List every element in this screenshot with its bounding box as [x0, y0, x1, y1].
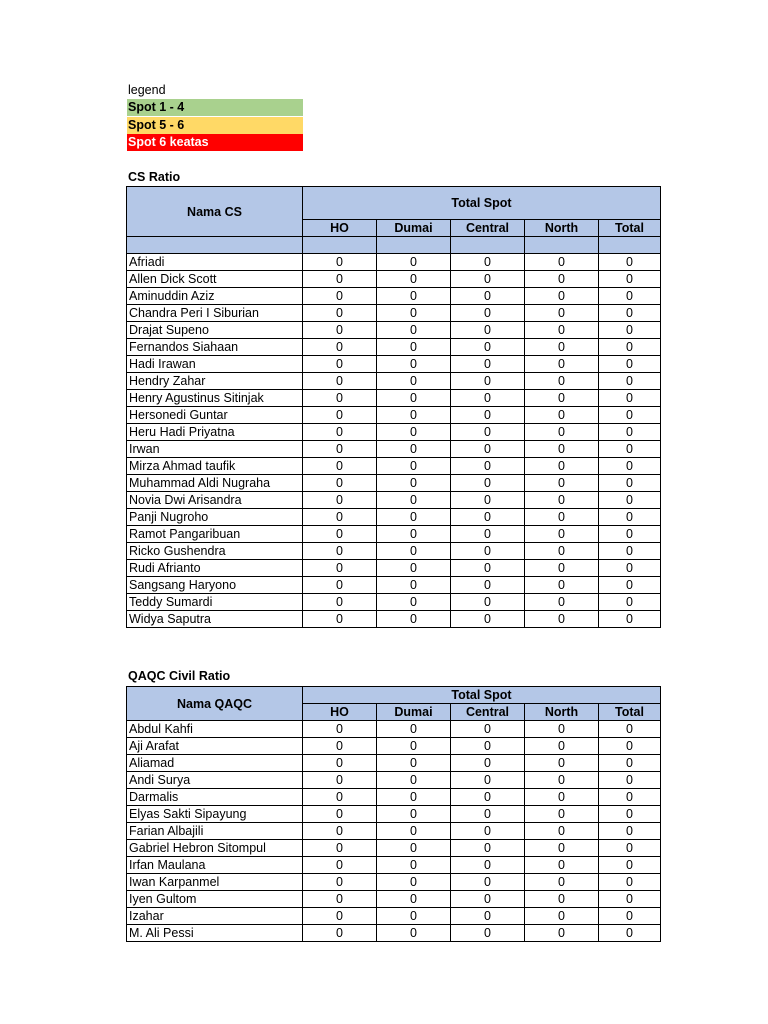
spot-count-cell: 0	[377, 738, 451, 755]
person-name-cell: Widya Saputra	[127, 611, 303, 628]
cs-col-central: Central	[451, 220, 525, 237]
spot-count-cell: 0	[525, 254, 599, 271]
spot-count-cell: 0	[525, 390, 599, 407]
spot-count-cell: 0	[525, 373, 599, 390]
spot-count-cell: 0	[451, 526, 525, 543]
spot-count-cell: 0	[303, 458, 377, 475]
spot-count-cell: 0	[525, 721, 599, 738]
person-name-cell: Sangsang Haryono	[127, 577, 303, 594]
person-name-cell: Hadi Irawan	[127, 356, 303, 373]
spot-count-cell: 0	[525, 288, 599, 305]
spot-count-cell: 0	[525, 424, 599, 441]
spot-count-cell: 0	[599, 407, 661, 424]
spot-count-cell: 0	[303, 441, 377, 458]
spot-count-cell: 0	[525, 611, 599, 628]
spot-count-cell: 0	[451, 475, 525, 492]
spot-count-cell: 0	[303, 526, 377, 543]
spot-count-cell: 0	[303, 322, 377, 339]
spot-count-cell: 0	[525, 305, 599, 322]
spot-count-cell: 0	[377, 560, 451, 577]
spot-count-cell: 0	[303, 577, 377, 594]
person-name-cell: Teddy Sumardi	[127, 594, 303, 611]
spot-count-cell: 0	[377, 373, 451, 390]
spot-count-cell: 0	[525, 755, 599, 772]
table-row	[127, 806, 661, 823]
qaqc-col-dumai: Dumai	[377, 704, 451, 721]
spot-count-cell: 0	[525, 543, 599, 560]
table-row	[127, 560, 661, 577]
spot-count-cell: 0	[377, 908, 451, 925]
table-row	[127, 543, 661, 560]
table-row	[127, 526, 661, 543]
person-name-cell: Farian Albajili	[127, 823, 303, 840]
person-name-cell: Rudi Afrianto	[127, 560, 303, 577]
spot-count-cell: 0	[599, 492, 661, 509]
table-row	[127, 305, 661, 322]
spot-count-cell: 0	[377, 789, 451, 806]
spot-count-cell: 0	[451, 356, 525, 373]
spot-count-cell: 0	[599, 577, 661, 594]
spot-count-cell: 0	[451, 789, 525, 806]
spot-count-cell: 0	[377, 390, 451, 407]
spot-count-cell: 0	[303, 823, 377, 840]
spot-count-cell: 0	[599, 271, 661, 288]
spot-count-cell: 0	[525, 577, 599, 594]
table-row	[127, 458, 661, 475]
spot-count-cell: 0	[599, 288, 661, 305]
spot-count-cell: 0	[303, 305, 377, 322]
person-name-cell: Iyen Gultom	[127, 891, 303, 908]
table-row	[127, 390, 661, 407]
spot-count-cell: 0	[303, 721, 377, 738]
spot-count-cell: 0	[451, 772, 525, 789]
spot-count-cell: 0	[303, 475, 377, 492]
spot-count-cell: 0	[377, 441, 451, 458]
spot-count-cell: 0	[451, 806, 525, 823]
qaqc-total-spot-header: Total Spot	[303, 687, 661, 704]
spot-count-cell: 0	[525, 738, 599, 755]
table-row	[127, 823, 661, 840]
spot-count-cell: 0	[303, 339, 377, 356]
spot-count-cell: 0	[451, 322, 525, 339]
spot-count-cell: 0	[303, 373, 377, 390]
spot-count-cell: 0	[451, 560, 525, 577]
spot-count-cell: 0	[377, 925, 451, 942]
person-name-cell: Gabriel Hebron Sitompul	[127, 840, 303, 857]
spot-count-cell: 0	[377, 721, 451, 738]
spot-count-cell: 0	[451, 254, 525, 271]
spot-count-cell: 0	[451, 925, 525, 942]
spot-count-cell: 0	[303, 908, 377, 925]
spot-count-cell: 0	[303, 356, 377, 373]
cs-col-total: Total	[599, 220, 661, 237]
spot-count-cell: 0	[377, 271, 451, 288]
spot-count-cell: 0	[599, 755, 661, 772]
table-row	[127, 925, 661, 942]
spot-count-cell: 0	[599, 806, 661, 823]
spot-count-cell: 0	[303, 424, 377, 441]
table-row	[127, 721, 661, 738]
person-name-cell: Henry Agustinus Sitinjak	[127, 390, 303, 407]
person-name-cell: Novia Dwi Arisandra	[127, 492, 303, 509]
person-name-cell: Izahar	[127, 908, 303, 925]
spot-count-cell: 0	[377, 492, 451, 509]
spot-count-cell: 0	[451, 458, 525, 475]
spot-count-cell: 0	[525, 874, 599, 891]
spot-count-cell: 0	[525, 339, 599, 356]
table-row	[127, 424, 661, 441]
table-row	[127, 509, 661, 526]
spot-count-cell: 0	[377, 755, 451, 772]
spot-count-cell: 0	[599, 840, 661, 857]
spot-count-cell: 0	[377, 305, 451, 322]
table-row	[127, 611, 661, 628]
spot-count-cell: 0	[599, 891, 661, 908]
spot-count-cell: 0	[451, 908, 525, 925]
table-row	[127, 789, 661, 806]
spot-count-cell: 0	[377, 594, 451, 611]
person-name-cell: Fernandos Siahaan	[127, 339, 303, 356]
qaqc-col-total: Total	[599, 704, 661, 721]
spot-count-cell: 0	[525, 823, 599, 840]
spot-count-cell: 0	[377, 356, 451, 373]
cs-col-north: North	[525, 220, 599, 237]
cs-ratio-table	[126, 186, 661, 628]
spot-count-cell: 0	[451, 874, 525, 891]
person-name-cell: Afriadi	[127, 254, 303, 271]
spot-count-cell: 0	[599, 390, 661, 407]
spot-count-cell: 0	[599, 526, 661, 543]
legend-item-spot-6-keatas: Spot 6 keatas	[127, 134, 303, 151]
spot-count-cell: 0	[451, 339, 525, 356]
qaqc-name-header: Nama QAQC	[127, 687, 303, 721]
person-name-cell: Iwan Karpanmel	[127, 874, 303, 891]
person-name-cell: Aminuddin Aziz	[127, 288, 303, 305]
spot-count-cell: 0	[377, 475, 451, 492]
spot-count-cell: 0	[525, 891, 599, 908]
spot-count-cell: 0	[451, 738, 525, 755]
table-row	[127, 857, 661, 874]
person-name-cell: Heru Hadi Priyatna	[127, 424, 303, 441]
legend-title: legend	[128, 83, 166, 97]
spot-count-cell: 0	[525, 594, 599, 611]
spot-count-cell: 0	[599, 925, 661, 942]
spot-count-cell: 0	[599, 305, 661, 322]
spot-count-cell: 0	[303, 271, 377, 288]
spot-count-cell: 0	[377, 577, 451, 594]
spot-count-cell: 0	[451, 390, 525, 407]
qaqc-col-north: North	[525, 704, 599, 721]
table-row	[127, 322, 661, 339]
spot-count-cell: 0	[377, 611, 451, 628]
spot-count-cell: 0	[303, 407, 377, 424]
table-row	[127, 738, 661, 755]
spot-count-cell: 0	[599, 721, 661, 738]
spot-count-cell: 0	[525, 857, 599, 874]
spot-count-cell: 0	[451, 891, 525, 908]
spot-count-cell: 0	[451, 492, 525, 509]
spot-count-cell: 0	[599, 823, 661, 840]
table-row	[127, 441, 661, 458]
spot-count-cell: 0	[303, 789, 377, 806]
spot-count-cell: 0	[303, 925, 377, 942]
person-name-cell: Darmalis	[127, 789, 303, 806]
spot-count-cell: 0	[599, 458, 661, 475]
spot-count-cell: 0	[451, 721, 525, 738]
spot-count-cell: 0	[451, 441, 525, 458]
spot-count-cell: 0	[451, 424, 525, 441]
person-name-cell: Irfan Maulana	[127, 857, 303, 874]
person-name-cell: Andi Surya	[127, 772, 303, 789]
spot-count-cell: 0	[525, 509, 599, 526]
spot-count-cell: 0	[599, 560, 661, 577]
spot-count-cell: 0	[377, 806, 451, 823]
cs-name-header: Nama CS	[127, 187, 303, 237]
spot-count-cell: 0	[599, 356, 661, 373]
spot-count-cell: 0	[451, 509, 525, 526]
spot-count-cell: 0	[599, 908, 661, 925]
person-name-cell: Ramot Pangaribuan	[127, 526, 303, 543]
cs-header-spacer-row	[127, 237, 661, 254]
spot-count-cell: 0	[377, 339, 451, 356]
table-row	[127, 373, 661, 390]
spot-count-cell: 0	[525, 458, 599, 475]
table-row	[127, 577, 661, 594]
table-row	[127, 891, 661, 908]
spot-count-cell: 0	[599, 543, 661, 560]
spot-count-cell: 0	[599, 874, 661, 891]
spot-count-cell: 0	[525, 492, 599, 509]
spot-count-cell: 0	[599, 857, 661, 874]
spot-count-cell: 0	[303, 390, 377, 407]
spot-count-cell: 0	[377, 288, 451, 305]
spot-count-cell: 0	[599, 789, 661, 806]
person-name-cell: Drajat Supeno	[127, 322, 303, 339]
spot-count-cell: 0	[525, 925, 599, 942]
qaqc-civil-ratio-title: QAQC Civil Ratio	[128, 669, 231, 683]
spot-count-cell: 0	[525, 441, 599, 458]
person-name-cell: Panji Nugroho	[127, 509, 303, 526]
spot-count-cell: 0	[451, 577, 525, 594]
spot-count-cell: 0	[377, 254, 451, 271]
spot-count-cell: 0	[599, 509, 661, 526]
legend-item-spot-1-4: Spot 1 - 4	[127, 99, 303, 116]
spot-count-cell: 0	[525, 840, 599, 857]
spot-count-cell: 0	[377, 823, 451, 840]
spot-count-cell: 0	[451, 755, 525, 772]
spot-count-cell: 0	[525, 322, 599, 339]
spot-count-cell: 0	[303, 254, 377, 271]
spot-count-cell: 0	[525, 806, 599, 823]
spot-count-cell: 0	[303, 492, 377, 509]
spot-count-cell: 0	[599, 738, 661, 755]
cs-col-dumai: Dumai	[377, 220, 451, 237]
spot-count-cell: 0	[303, 755, 377, 772]
spot-count-cell: 0	[599, 475, 661, 492]
spot-count-cell: 0	[525, 475, 599, 492]
spot-count-cell: 0	[451, 543, 525, 560]
spot-count-cell: 0	[599, 254, 661, 271]
cs-total-spot-header: Total Spot	[303, 187, 661, 220]
person-name-cell: M. Ali Pessi	[127, 925, 303, 942]
spot-count-cell: 0	[451, 823, 525, 840]
spot-count-cell: 0	[525, 560, 599, 577]
qaqc-col-central: Central	[451, 704, 525, 721]
spot-count-cell: 0	[599, 339, 661, 356]
spot-count-cell: 0	[525, 789, 599, 806]
person-name-cell: Hendry Zahar	[127, 373, 303, 390]
table-row	[127, 840, 661, 857]
spot-count-cell: 0	[377, 840, 451, 857]
table-row	[127, 594, 661, 611]
spot-count-cell: 0	[377, 509, 451, 526]
cs-ratio-title: CS Ratio	[128, 170, 181, 184]
table-row	[127, 492, 661, 509]
table-row	[127, 874, 661, 891]
spot-count-cell: 0	[303, 840, 377, 857]
spot-count-cell: 0	[377, 458, 451, 475]
table-row	[127, 475, 661, 492]
spot-count-cell: 0	[377, 424, 451, 441]
spot-count-cell: 0	[377, 526, 451, 543]
qaqc-col-ho: HO	[303, 704, 377, 721]
person-name-cell: Mirza Ahmad taufik	[127, 458, 303, 475]
spot-count-cell: 0	[525, 908, 599, 925]
person-name-cell: Aji Arafat	[127, 738, 303, 755]
person-name-cell: Elyas Sakti Sipayung	[127, 806, 303, 823]
cs-col-ho: HO	[303, 220, 377, 237]
spot-count-cell: 0	[303, 594, 377, 611]
spot-count-cell: 0	[303, 543, 377, 560]
spot-count-cell: 0	[451, 271, 525, 288]
spot-count-cell: 0	[377, 857, 451, 874]
spot-count-cell: 0	[303, 611, 377, 628]
spot-count-cell: 0	[599, 424, 661, 441]
spot-count-cell: 0	[525, 526, 599, 543]
spot-count-cell: 0	[599, 772, 661, 789]
person-name-cell: Chandra Peri I Siburian	[127, 305, 303, 322]
table-row	[127, 339, 661, 356]
spot-count-cell: 0	[377, 543, 451, 560]
spot-count-cell: 0	[303, 509, 377, 526]
spot-count-cell: 0	[599, 441, 661, 458]
table-row	[127, 755, 661, 772]
qaqc-civil-ratio-table	[126, 686, 661, 942]
spot-count-cell: 0	[451, 305, 525, 322]
table-row	[127, 356, 661, 373]
spot-count-cell: 0	[451, 288, 525, 305]
person-name-cell: Ricko Gushendra	[127, 543, 303, 560]
spot-count-cell: 0	[525, 356, 599, 373]
table-row	[127, 254, 661, 271]
table-row	[127, 908, 661, 925]
spot-count-cell: 0	[303, 738, 377, 755]
spot-count-cell: 0	[303, 874, 377, 891]
table-row	[127, 271, 661, 288]
spot-count-cell: 0	[303, 891, 377, 908]
spot-count-cell: 0	[451, 407, 525, 424]
spot-count-cell: 0	[599, 322, 661, 339]
table-row	[127, 288, 661, 305]
spot-count-cell: 0	[451, 857, 525, 874]
spot-count-cell: 0	[451, 840, 525, 857]
person-name-cell: Irwan	[127, 441, 303, 458]
spot-count-cell: 0	[599, 611, 661, 628]
person-name-cell: Hersonedi Guntar	[127, 407, 303, 424]
spot-count-cell: 0	[599, 594, 661, 611]
spot-count-cell: 0	[377, 322, 451, 339]
spot-count-cell: 0	[451, 611, 525, 628]
legend-item-spot-5-6: Spot 5 - 6	[127, 117, 303, 134]
spot-count-cell: 0	[303, 806, 377, 823]
spot-count-cell: 0	[303, 288, 377, 305]
spot-count-cell: 0	[451, 373, 525, 390]
person-name-cell: Allen Dick Scott	[127, 271, 303, 288]
spot-count-cell: 0	[303, 772, 377, 789]
person-name-cell: Muhammad Aldi Nugraha	[127, 475, 303, 492]
person-name-cell: Abdul Kahfi	[127, 721, 303, 738]
spot-count-cell: 0	[525, 407, 599, 424]
spot-count-cell: 0	[377, 891, 451, 908]
table-row	[127, 407, 661, 424]
spot-count-cell: 0	[377, 407, 451, 424]
spot-count-cell: 0	[303, 560, 377, 577]
spot-count-cell: 0	[525, 271, 599, 288]
spot-count-cell: 0	[451, 594, 525, 611]
spot-count-cell: 0	[303, 857, 377, 874]
spot-count-cell: 0	[377, 772, 451, 789]
spot-count-cell: 0	[525, 772, 599, 789]
table-row	[127, 772, 661, 789]
person-name-cell: Aliamad	[127, 755, 303, 772]
spot-count-cell: 0	[377, 874, 451, 891]
spot-count-cell: 0	[599, 373, 661, 390]
